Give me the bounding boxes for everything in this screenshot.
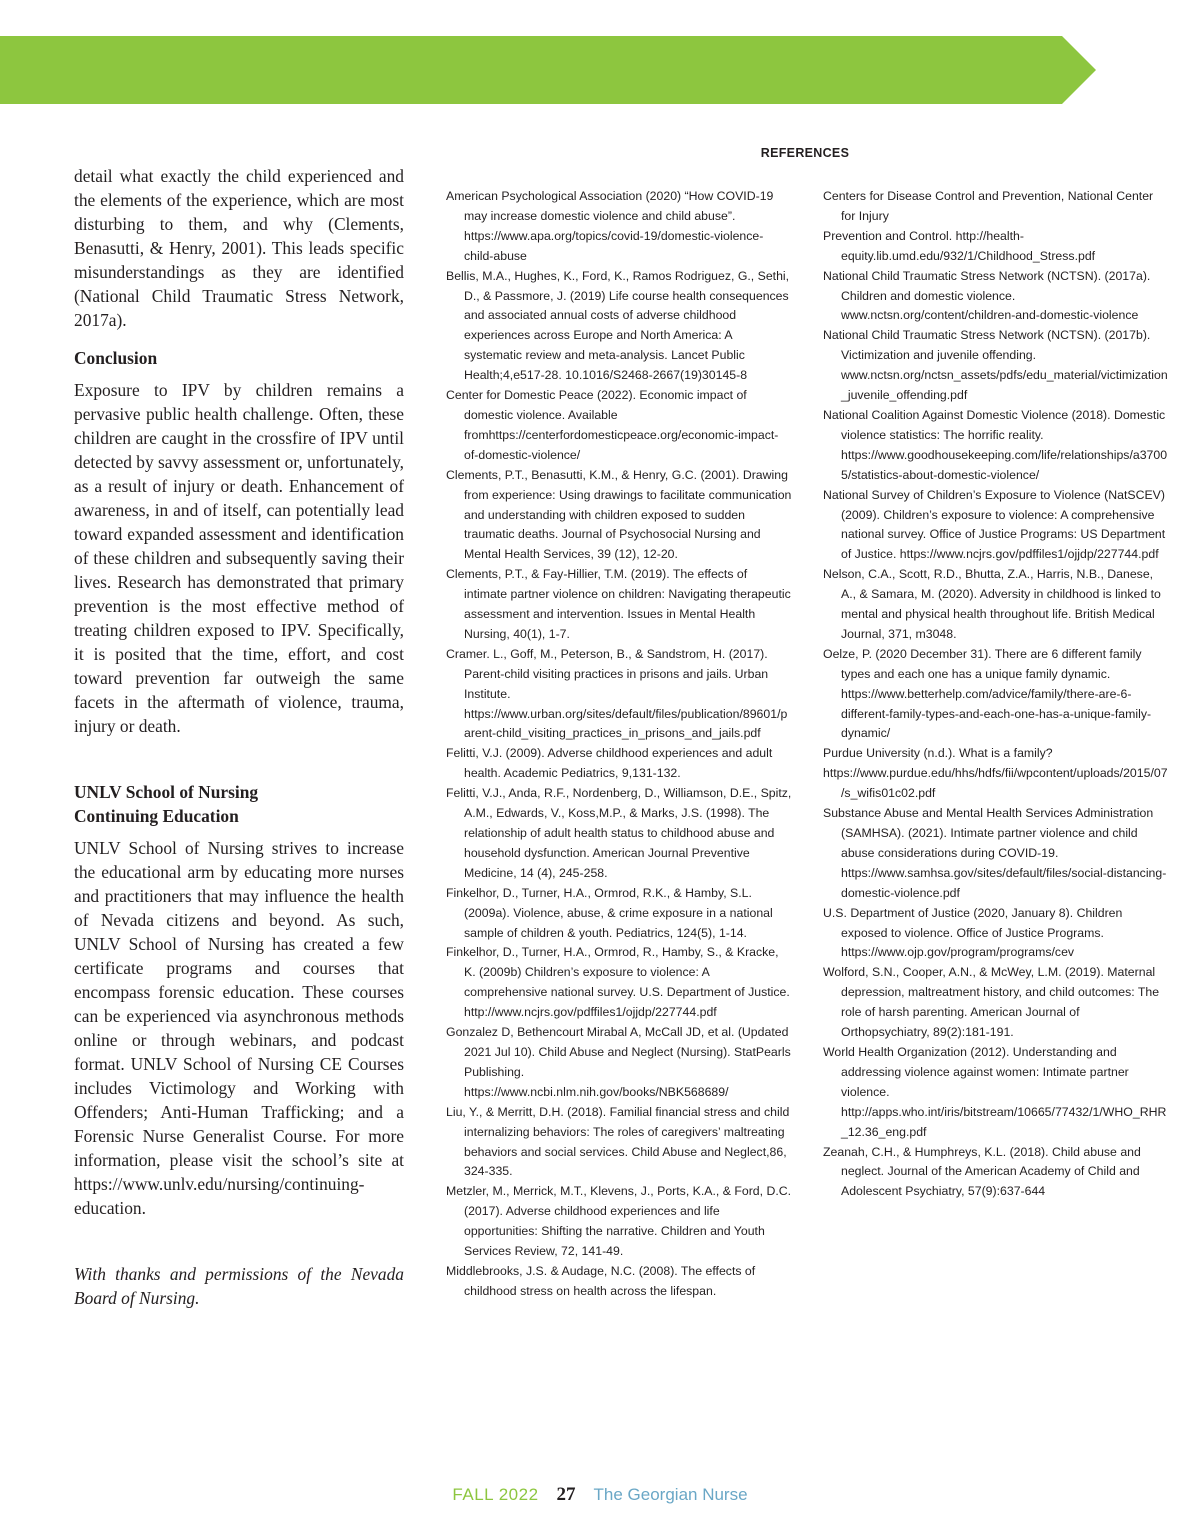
reference-entry: Clements, P.T., Benasutti, K.M., & Henry, G.C. (2001). Drawing from experience: Using drawings to facilitate communication and understanding with children exposed to sudden traumatic deaths. Journal of Psychosocial Nursing and Mental Health Services, 39 (12), 12-20.: [446, 467, 792, 562]
reference-entry: Oelze, P. (2020 December 31). There are 6 different family types and each one has a unique family dynamic. https://www.betterhelp.com/advice/family/there-are-6-different-family-types-and-each-one-has-a-unique-family-dynamic/: [823, 646, 1152, 741]
references-column-2: [823, 187, 1169, 1202]
reference-entry: Finkelhor, D., Turner, H.A., Ormrod, R., Hamby, S., & Kracke, K. (2009b) Children’s exposure to violence: A comprehensive national survey. U.S. Department of Justice. http://www.ncjrs.gov/pdffiles1/ojjdp/227744.pdf: [446, 945, 790, 1020]
reference-entry: Liu, Y., & Merritt, D.H. (2018). Familial financial stress and child internalizing behaviors: The roles of caregivers’ maltreating behaviors and social services. Child Abuse and Neglect,86, 324-335.: [446, 1104, 790, 1179]
main-text-column: [74, 164, 404, 1310]
references-heading: REFERENCES: [760, 146, 850, 160]
issue-label: FALL 2022: [452, 1485, 539, 1504]
reference-entry: Metzler, M., Merrick, M.T., Klevens, J., Ports, K.A., & Ford, D.C. (2017). Adverse childhood experiences and life opportunities: Shifting the narrative. Children and Youth Services Review, 72, 141-49.: [446, 1184, 792, 1259]
conclusion-paragraph: Exposure to IPV by children remains a pervasive public health challenge. Often, these children are caught in the crossfire of IPV until detected by savvy assessment or, unfortunately, as a result of injury or death. Enhancement of awareness, in and of itself, can potentially lead toward expanded assessment and identification of these children and subsequently saving their lives. Research has demonstrated that primary prevention is the most effective method of treating children exposed to IPV. Specifically, it is posited that the time, effort, and cost toward prevention far outweigh the same facets in the aftermath of violence, trauma, injury or death.: [74, 380, 404, 736]
reference-entry: Prevention and Control. http://health-equity.lib.umd.edu/932/1/Childhood_Stress.pdf: [823, 228, 1096, 263]
banner-arrow-shape: [0, 36, 1096, 104]
reference-entry: Bellis, M.A., Hughes, K., Ford, K., Ramos Rodriguez, G., Sethi, D., & Passmore, J. (2019) Life course health consequences and associated annual costs of adverse childhood experiences across Europe and North America: A systematic review and meta-analysis. Lancet Public Health;4,e517-28. 10.1016/S2468-2667(19)30145-8: [446, 268, 790, 383]
reference-entry: American Psychological Association (2020) “How COVID-19 may increase domestic violence and child abuse”. https://www.apa.org/topics/covid-19/domestic-violence-child-abuse: [446, 189, 774, 263]
reference-entry: Cramer. L., Goff, M., Peterson, B., & Sandstrom, H. (2017). Parent-child visiting practices in prisons and jails. Urban Institute. https://www.urban.org/sites/default/files/publication/89601/parent-child_visiting_practices_in_prisons_and_jails.pdf: [446, 646, 788, 741]
reference-entry: World Health Organization (2012). Understanding and addressing violence against women: Intimate partner violence. http://apps.who.int/iris/bitstream/10665/77432/1/WHO_RHR_12.36_eng.pdf: [823, 1044, 1167, 1139]
reference-entry: Felitti, V.J., Anda, R.F., Nordenberg, D., Williamson, D.E., Spitz, A.M., Edwards, V., Koss,M.P., & Marks, J.S. (1998). The relationship of adult health status to childhood abuse and household dysfunction. American Journal Preventive Medicine, 14 (4), 245-258.: [446, 786, 792, 880]
reference-entry: Finkelhor, D., Turner, H.A., Ormrod, R.K., & Hamby, S.L. (2009a). Violence, abuse, & crime exposure in a national sample of children & youth. Pediatrics, 124(5), 1-14.: [446, 885, 773, 940]
reference-entry: National Child Traumatic Stress Network (NCTSN). (2017a). Children and domestic violence. www.nctsn.org/content/children-and-domestic-violence: [823, 268, 1151, 323]
reference-entry: Clements, P.T., & Fay-Hillier, T.M. (2019). The effects of intimate partner violence on children: Navigating therapeutic assessment and intervention. Issues in Mental Health Nursing, 40(1), 1-7.: [446, 567, 791, 641]
reference-entry: U.S. Department of Justice (2020, January 8). Children exposed to violence. Office of Justice Programs. https://www.ojp.gov/program/programs/cev: [823, 905, 1123, 960]
closing-credit: With thanks and permissions of the Nevada Board of Nursing.: [74, 1264, 404, 1308]
unlv-heading-line1: UNLV School of Nursing: [74, 782, 259, 802]
reference-entry: Wolford, S.N., Cooper, A.N., & McWey, L.M. (2019). Maternal depression, maltreatment history, and child outcomes: The role of harsh parenting. American Journal of Orthopsychiatry, 89(2):181-191.: [823, 965, 1160, 1040]
page-footer: [0, 1484, 1200, 1506]
publication-name: The Georgian Nurse: [593, 1485, 748, 1504]
conclusion-heading: Conclusion: [74, 348, 158, 368]
reference-entry: Middlebrooks, J.S. & Audage, N.C. (2008). The effects of childhood stress on health across the lifespan.: [446, 1263, 756, 1298]
reference-entry: Zeanah, C.H., & Humphreys, K.L. (2018). Child abuse and neglect. Journal of the American Academy of Child and Adolescent Psychiatry, 57(9):637-644: [823, 1144, 1141, 1199]
reference-entry: Substance Abuse and Mental Health Services Administration (SAMHSA). (2021). Intimate partner violence and child abuse considerations during COVID-19. https://www.samhsa.gov/sites/default/files/social-distancing-domestic-violence.pdf: [823, 806, 1167, 900]
reference-entry: Purdue University (n.d.). What is a family?: [823, 746, 1053, 761]
reference-entry: Gonzalez D, Bethencourt Mirabal A, McCall JD, et al. (Updated 2021 Jul 10). Child Abuse and Neglect (Nursing). StatPearls Publishing. https://www.ncbi.nlm.nih.gov/books/NBK568689/: [446, 1025, 791, 1099]
reference-entry: Felitti, V.J. (2009). Adverse childhood experiences and adult health. Academic Pediatrics, 9,131-132.: [446, 746, 773, 781]
reference-entry: Center for Domestic Peace (2022). Economic impact of domestic violence. Available fromhttps://centerfordomesticpeace.org/economic-impact-of-domestic-violence/: [446, 388, 779, 462]
reference-entry: Nelson, C.A., Scott, R.D., Bhutta, Z.A., Harris, N.B., Danese, A., & Samara, M. (2020). Adversity in childhood is linked to mental and physical health throughout life. British Medical Journal, 371, m3048.: [823, 567, 1161, 641]
reference-entry: National Survey of Children’s Exposure to Violence (NatSCEV)(2009). Children’s exposure to violence: A comprehensive national survey. Office of Justice Programs: US Department of Justice. https://www.ncjrs.gov/pdffiles1/ojjdp/227744.pdf: [823, 487, 1166, 562]
references-column-1: [446, 187, 792, 1302]
unlv-heading: [74, 780, 404, 828]
reference-entry: National Child Traumatic Stress Network (NCTSN). (2017b). Victimization and juvenile offending. www.nctsn.org/nctsn_assets/pdfs/edu_material/victimization_juvenile_offending.pdf: [823, 328, 1168, 403]
unlv-heading-line2: Continuing Education: [74, 806, 239, 826]
reference-entry: https://www.purdue.edu/hhs/hdfs/fii/wpcontent/uploads/2015/07/s_wifis01c02.pdf: [823, 766, 1168, 801]
header-banner: [0, 36, 1096, 104]
unlv-paragraph: UNLV School of Nursing strives to increase the educational arm by educating more nurses and practitioners that may influence the health of Nevada citizens and beyond. As such, UNLV School of Nursing has created a few certificate programs and courses that encompass forensic education. These courses can be experienced via asynchronous methods online or through webinars, and podcast format. UNLV School of Nursing CE Courses includes Victimology and Working with Offenders; Anti-Human Trafficking; and a Forensic Nurse Generalist Course. For more information, please visit the school’s site at https://www.unlv.edu/nursing/continuing-education.: [74, 838, 404, 1218]
reference-entry: National Coalition Against Domestic Violence (2018). Domestic violence statistics: The horrific reality. https://www.goodhousekeeping.com/life/relationships/a37005/statistics-about-domestic-violence/: [823, 407, 1168, 482]
body-paragraph: detail what exactly the child experienced and the elements of the experience, which are most disturbing to them, and why (Clements, Benasutti, & Henry, 2001). This leads specific misunderstandings as they are identified (National Child Traumatic Stress Network, 2017a).: [74, 166, 404, 330]
page-number: 27: [556, 1484, 576, 1505]
reference-entry: Centers for Disease Control and Prevention, National Center for Injury: [823, 189, 1154, 223]
